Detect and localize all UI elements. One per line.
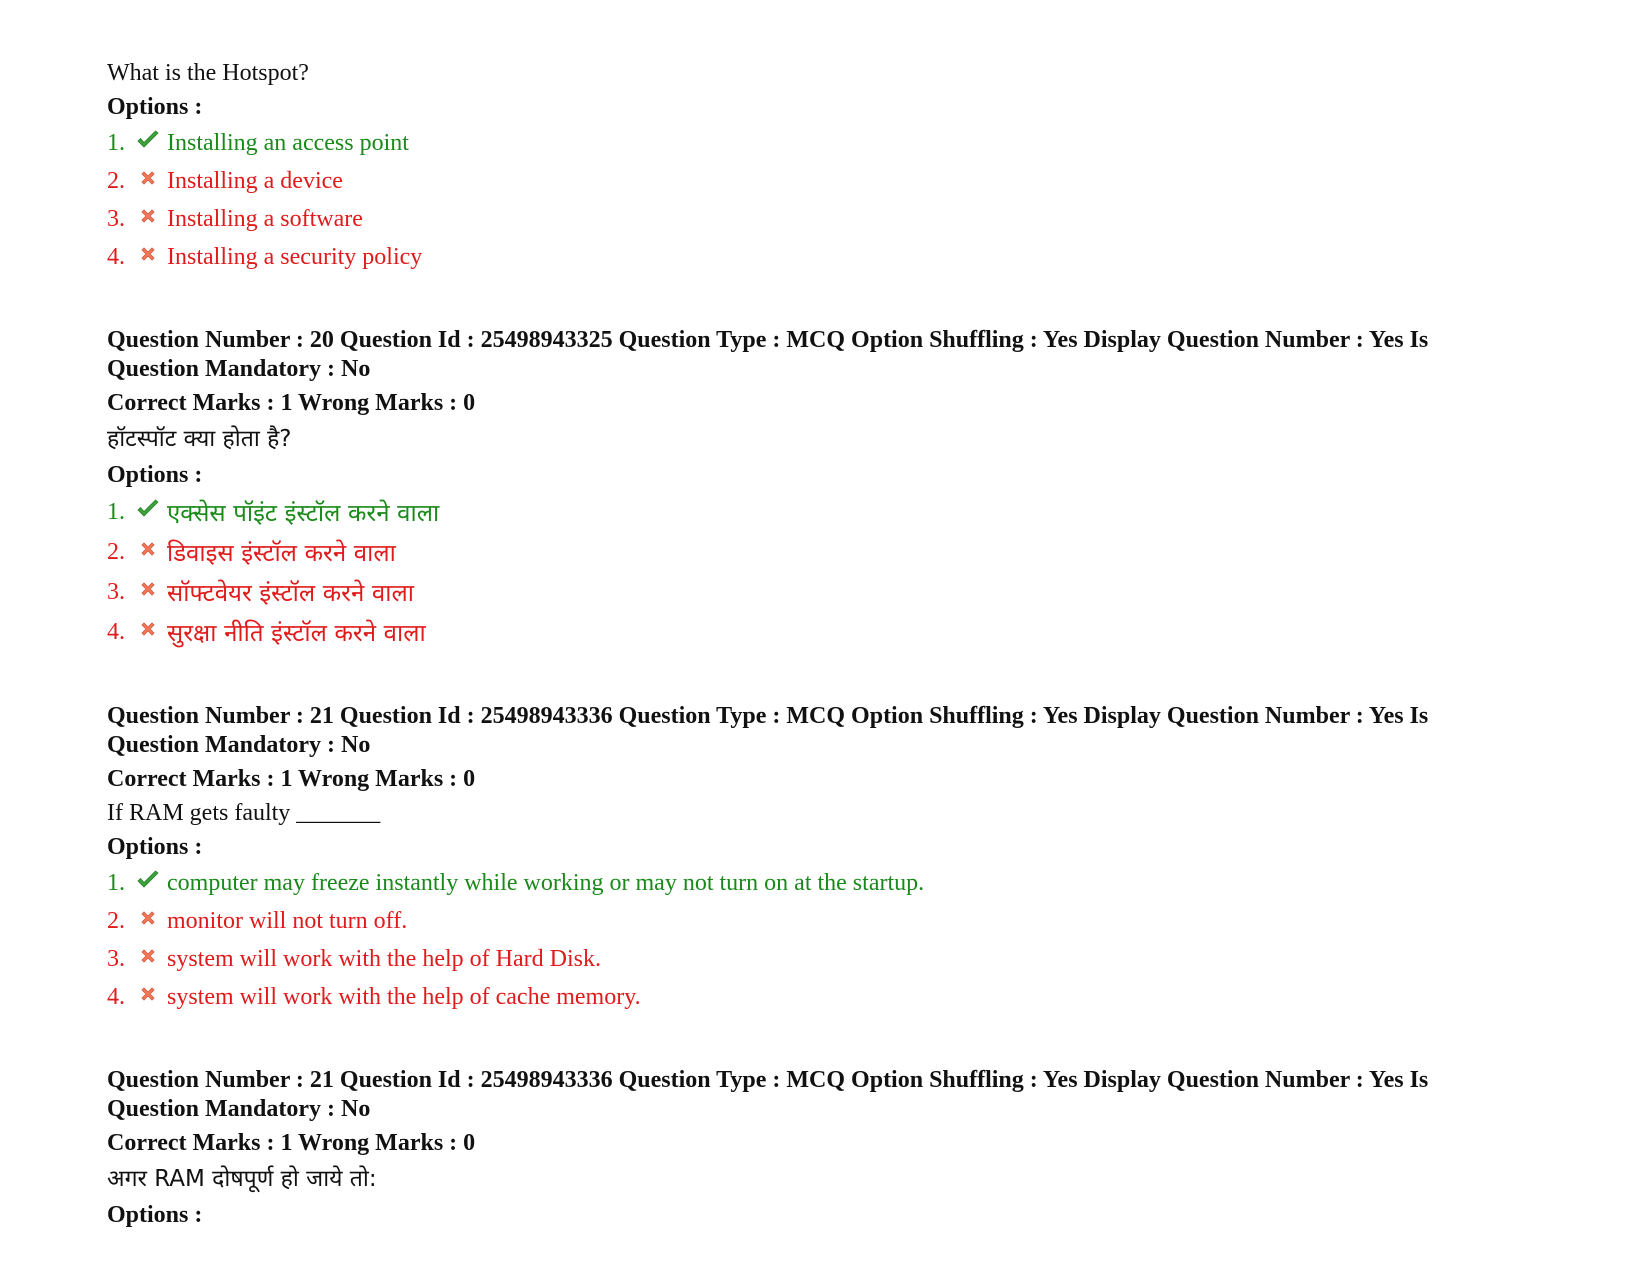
option-2 <box>107 532 1577 572</box>
option-4 <box>107 612 1577 652</box>
option-text: computer may freeze instantly while working or may not turn on at the startup. <box>167 869 925 896</box>
option-2 <box>107 902 1577 940</box>
question-meta-line: Question Number : 20 Question Id : 25498943325 Question Type : MCQ Option Shuffling : Yes Display Question Number : Yes Is <box>107 327 1429 353</box>
cross-icon <box>133 986 163 1002</box>
question-meta-line-2: Question Mandatory : No <box>107 732 371 758</box>
option-1 <box>107 124 1577 162</box>
option-number: 4. <box>107 618 125 645</box>
question-block-21-hindi <box>107 1066 1577 1232</box>
options-label: Options : <box>107 94 203 120</box>
option-text: system will work with the help of cache memory. <box>167 983 641 1010</box>
option-1 <box>107 492 1577 532</box>
question-block-20 <box>107 326 1577 652</box>
option-number: 4. <box>107 243 125 270</box>
option-text: Installing a security policy <box>167 243 423 270</box>
option-4 <box>107 238 1577 276</box>
option-text: सॉफ्टवेयर इंस्टॉल करने वाला <box>167 578 414 607</box>
check-icon <box>133 870 163 890</box>
option-text: डिवाइस इंस्टॉल करने वाला <box>167 538 396 567</box>
option-2 <box>107 162 1577 200</box>
option-number: 1. <box>107 129 125 156</box>
options-label: Options : <box>107 1202 203 1228</box>
question-marks: Correct Marks : 1 Wrong Marks : 0 <box>107 390 476 416</box>
option-text: Installing a software <box>167 205 363 232</box>
question-meta-line: Question Number : 21 Question Id : 25498943336 Question Type : MCQ Option Shuffling : Yes Display Question Number : Yes Is <box>107 1067 1429 1093</box>
option-4 <box>107 978 1577 1016</box>
options-label: Options : <box>107 834 203 860</box>
question-meta-line-2: Question Mandatory : No <box>107 1096 371 1122</box>
cross-icon <box>133 910 163 926</box>
option-number: 2. <box>107 907 125 934</box>
cross-icon <box>133 621 163 637</box>
cross-icon <box>133 208 163 224</box>
option-text: system will work with the help of Hard Disk. <box>167 945 601 972</box>
option-number: 3. <box>107 578 125 605</box>
question-meta-line: Question Number : 21 Question Id : 25498943336 Question Type : MCQ Option Shuffling : Yes Display Question Number : Yes Is <box>107 703 1429 729</box>
question-marks: Correct Marks : 1 Wrong Marks : 0 <box>107 766 476 792</box>
option-list <box>107 492 1577 652</box>
option-number: 1. <box>107 869 125 896</box>
option-text: monitor will not turn off. <box>167 907 408 934</box>
cross-icon <box>133 246 163 262</box>
question-block-21 <box>107 702 1577 1016</box>
check-icon <box>133 499 163 519</box>
option-text: Installing an access point <box>167 129 409 156</box>
check-icon <box>133 130 163 150</box>
question-text: If RAM gets faulty _______ <box>107 800 381 826</box>
option-3 <box>107 572 1577 612</box>
question-marks: Correct Marks : 1 Wrong Marks : 0 <box>107 1130 476 1156</box>
option-list <box>107 864 1577 1016</box>
option-number: 2. <box>107 538 125 565</box>
question-meta-line-2: Question Mandatory : No <box>107 356 371 382</box>
question-text: अगर RAM दोषपूर्ण हो जाये तो: <box>107 1166 377 1192</box>
option-number: 2. <box>107 167 125 194</box>
option-3 <box>107 940 1577 978</box>
option-list <box>107 124 1577 276</box>
question-text: What is the Hotspot? <box>107 60 309 86</box>
option-number: 3. <box>107 945 125 972</box>
cross-icon <box>133 581 163 597</box>
option-number: 3. <box>107 205 125 232</box>
option-text: Installing a device <box>167 167 343 194</box>
option-number: 4. <box>107 983 125 1010</box>
question-paper-page <box>107 56 1577 1232</box>
cross-icon <box>133 541 163 557</box>
option-text: सुरक्षा नीति इंस्टॉल करने वाला <box>167 618 426 647</box>
question-text: हॉटस्पॉट क्या होता है? <box>107 426 292 452</box>
question-block-hotspot <box>107 56 1577 276</box>
cross-icon <box>133 170 163 186</box>
option-3 <box>107 200 1577 238</box>
option-number: 1. <box>107 498 125 525</box>
options-label: Options : <box>107 462 203 488</box>
cross-icon <box>133 948 163 964</box>
option-text: एक्सेस पॉइंट इंस्टॉल करने वाला <box>167 498 440 527</box>
option-1 <box>107 864 1577 902</box>
